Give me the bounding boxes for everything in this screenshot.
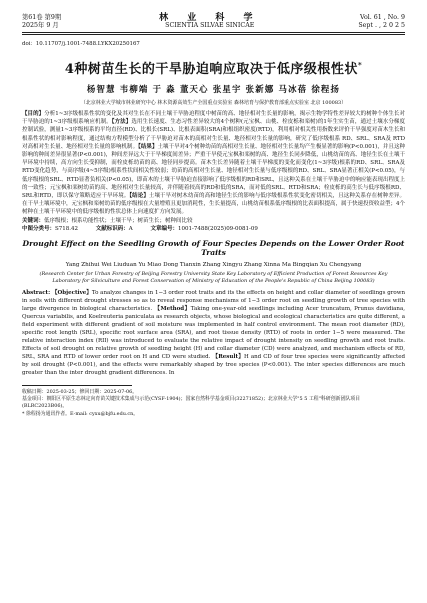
volume-en: Vol. 61 , No. 9 bbox=[359, 14, 405, 21]
abstract-en-method-label: 【Method】 bbox=[154, 306, 191, 313]
abstract-en-objective: To analyze changes in 1−3 order root traits and its the effects on height and collar diameter of seedlings grown in soils with different drought stresses so as to reveal response mechanisms of 1−3 order root on seedling growth of tree species with large divergence in biological characteristics. bbox=[22, 290, 405, 313]
date-en: Sept . , 2 0 2 5 bbox=[358, 22, 405, 29]
abstract-en-method: Taking one-year-old seedlings including Acer truncatum, Prunus davidiana, Quercus variabilis, and Koelreuteria paniculata as research objects, whose biological and ecological characteristics are quite different, a field experiment with different gradient of soil moisture was implemented in half control environment. The mean root diameter (RD), specific root length (SRL), specific root surface area (SRA), and root tissue density (RTD) of roots in order 1−5 were measured. The relative interaction index (RII) was introduced to evaluate the relative impact of drought intensity on seedling growth and root traits. Effects of soil drought on relative growth of seedling height (H) and collar diameter (CD) were analyzed, and mechanism effects of RD, SRL, SRA and RTD of lower order root on H and CD were studied. bbox=[22, 306, 405, 361]
keywords-cn-text: 低序级根；根系功能性状；土壤干旱；树苗生长；树种间比较 bbox=[44, 217, 193, 224]
abstract-cn-objective-label: 【目的】 bbox=[22, 111, 45, 117]
journal-name-en: SCIENTIA SILVAE SINICAE bbox=[165, 22, 255, 29]
abstract-cn-conclusion: 土壤干旱对树木幼苗的高和地径生长的影响与低序级根系性状变化密切相关，且这种关系存在树种差异。在干旱土壤环境中，元宝枫和栾树幼苗的低序级根在大量增殖且更加消耗性，生长量提高，山桃幼苗根系低序级根的比表面积提高，属于快速投资收益型；4个树种在土壤干旱环境中的低序级根的性状总体上向速度扩方向发展。 bbox=[22, 193, 406, 216]
journal-name-cn: 林 业 科 学 bbox=[159, 13, 261, 23]
doi[interactable]: doi：10.11707/j.1001-7488.LYKX20250167 bbox=[22, 41, 140, 47]
title-footnote-mark: * bbox=[357, 60, 363, 70]
abstract-cn-method-label: 【方法】 bbox=[111, 119, 132, 126]
abstract-cn bbox=[22, 110, 405, 217]
title-en: Drought Effect on the Seedling Growth of Four Species Depends on the Lower Order Root Traits bbox=[22, 239, 405, 258]
abstract-en-objective-label: 【Objective】 bbox=[51, 290, 92, 297]
running-header bbox=[22, 14, 405, 30]
header-rule-thin bbox=[22, 34, 405, 35]
classification-cn bbox=[22, 225, 405, 233]
authors-cn: 杨智慧 韦柳端 于 淼 董天心 张星宇 张新娜 马冰蓓 徐程扬 bbox=[86, 84, 341, 94]
abstract-cn-method: 选用生长速度、生态习性差异较大的4个树种(元宝枫、山桃、栓皮栎和栾树)的1年生实生苗，通过土壤水分梯度控制试验，测量1~3序级根系的平均直径(RD)、比根长(SRL)、比根表面积(SRA)和根组织密度(RTD)，利用相对相关性用指数来评价干旱强度对苗木生长和根系性状的相对影响程度，通过结构方程模型分析了干旱胁迫对苗木的高相对生长量、地径相对生长量的影响，研究了低序级根系 RD、SRL、SRA及 RTD对高相对生长量、地径相对生长量的影响机制。 bbox=[22, 119, 405, 150]
footnote-fund: 基金项目：朝阳区平原生态林定向育苗关键技术集成与示范(CYSF-1904)；国家自然科学基金项目(32271852)；北京林业大学"5 5 工程"科研创新团队项目(BLRC2023B06)。 bbox=[22, 396, 361, 410]
header-center bbox=[159, 14, 260, 30]
authors-en: Yang Zhihui Wei Liuduan Yu Miao Dong Tianxin Zhang Xingyu Zhang Xinna Ma Bingqian Xu Chengyang bbox=[65, 262, 362, 269]
doc-code-value: A bbox=[128, 225, 133, 232]
title-cn-text: 4种树苗生长的干旱胁迫响应取决于低序级根性状 bbox=[64, 62, 358, 77]
date-cn: 2025年 9 月 bbox=[22, 22, 59, 29]
paper-page bbox=[22, 14, 405, 418]
abstract-en-result-label: 【Result】 bbox=[212, 354, 245, 361]
doc-code-label: 文献标识码： bbox=[95, 225, 129, 232]
footnote-correspondence: * 徐程扬为通讯作者。E-mail: cyxu@bjfu.edu.cn。 bbox=[22, 410, 139, 417]
title-cn bbox=[22, 58, 405, 77]
keywords-cn bbox=[22, 217, 405, 225]
clc-label: 中图分类号： bbox=[22, 225, 56, 232]
header-right bbox=[358, 14, 405, 30]
affiliation-cn: （北京林业大学城市林业研究中心 林木资源高效生产全国重点实验室 森林培育与保护教育部重点实验室 北京 100083） bbox=[80, 100, 347, 106]
abstract-cn-result: 土壤干旱对4个树种幼苗的高相对生长量、地径相对生长量均产生极显著的影响(P<0.001)，并且这种影响的种间差异很显著(P<0.001)，种间差异远大于干旱梯度间差异；严重干旱使元宝枫和栾树的高、地径生长同步降低，山桃幼苗的高、地径生长在土壤干旱环境中持续，高方向生长受抑制，而栓皮栎幼苗的高、地径同步提高。苗木生长差异随着土壤干旱梯度的变化而变化(1~3序级)根系的RD、SRL、SRA及RTD变化趋势，与高序级(4~5序级)根系性状间相关性较弱；幼苗的高相对生长量、地径相对生长量与低序级根的RD、SRL、SRA显著正相关(P<0.05)，与低序级根的SRL、RTD显著负相关(P<0.05)，即苗木的土壤干旱胁迫直接影响了低序级根的RD和SRL，且这种关系在土壤干旱胁迫中的响应能表现出程度上的一致性；元宝枫和栾树幼苗的高、地径相对生长量较高，并伴随着较高的RD和低的SRA，而对低的SRL、RTD和SRA；栓皮栎的高生长与低序级根RD、SRL和RTD，即以保守策略适应干旱环境。 bbox=[22, 143, 405, 200]
article-no-value: 1001-7488(2025)09-0081-09 bbox=[178, 225, 258, 232]
affiliation-en: (Research Center for Urban Forestry of Beijing Forestry University State Key Laboratory of Efficient Production of Forest Resources Key Laboratory for Silviculture and Forest Conservation of Ministry of Education of the People's Republic of China Beijing 100083) bbox=[39, 271, 388, 285]
abstract-cn-result-label: 【结果】 bbox=[138, 143, 158, 150]
footnote-received: 收稿日期：2025-03-25；修回日期：2025-07-06。 bbox=[22, 389, 138, 396]
abstract-en-label: Abstract: bbox=[22, 290, 51, 297]
keywords-cn-label: 关键词： bbox=[22, 217, 45, 224]
abstract-en-result: H and CD of four tree species were significantly affected by soil drought (P<0.001), and the effects were remarkably shaped by tree species (P<0.001). The inter species differences are much greater than the inter drought gradient differences. In bbox=[22, 354, 406, 377]
header-left bbox=[22, 14, 61, 30]
header-rule bbox=[22, 32, 405, 33]
footnotes bbox=[22, 389, 405, 418]
abstract-cn-conclusion-label: 【结论】 bbox=[129, 193, 149, 200]
footnote-rule bbox=[22, 385, 132, 386]
article-no-label: 文章编号： bbox=[150, 225, 179, 232]
volume-cn: 第61卷 第9期 bbox=[22, 14, 62, 21]
abstract-cn-objective: 分析1~3序级根系性状的变化及其对生长在不同土壤干旱胁迫程度中树苗的高、地径相对生长量的影响，揭示生物学特性差异较大的树种个体生长对干旱胁迫的1~3序级根系响应机制。 bbox=[22, 111, 405, 126]
abstract-en bbox=[22, 289, 405, 377]
clc-value: S718.42 bbox=[55, 225, 79, 232]
